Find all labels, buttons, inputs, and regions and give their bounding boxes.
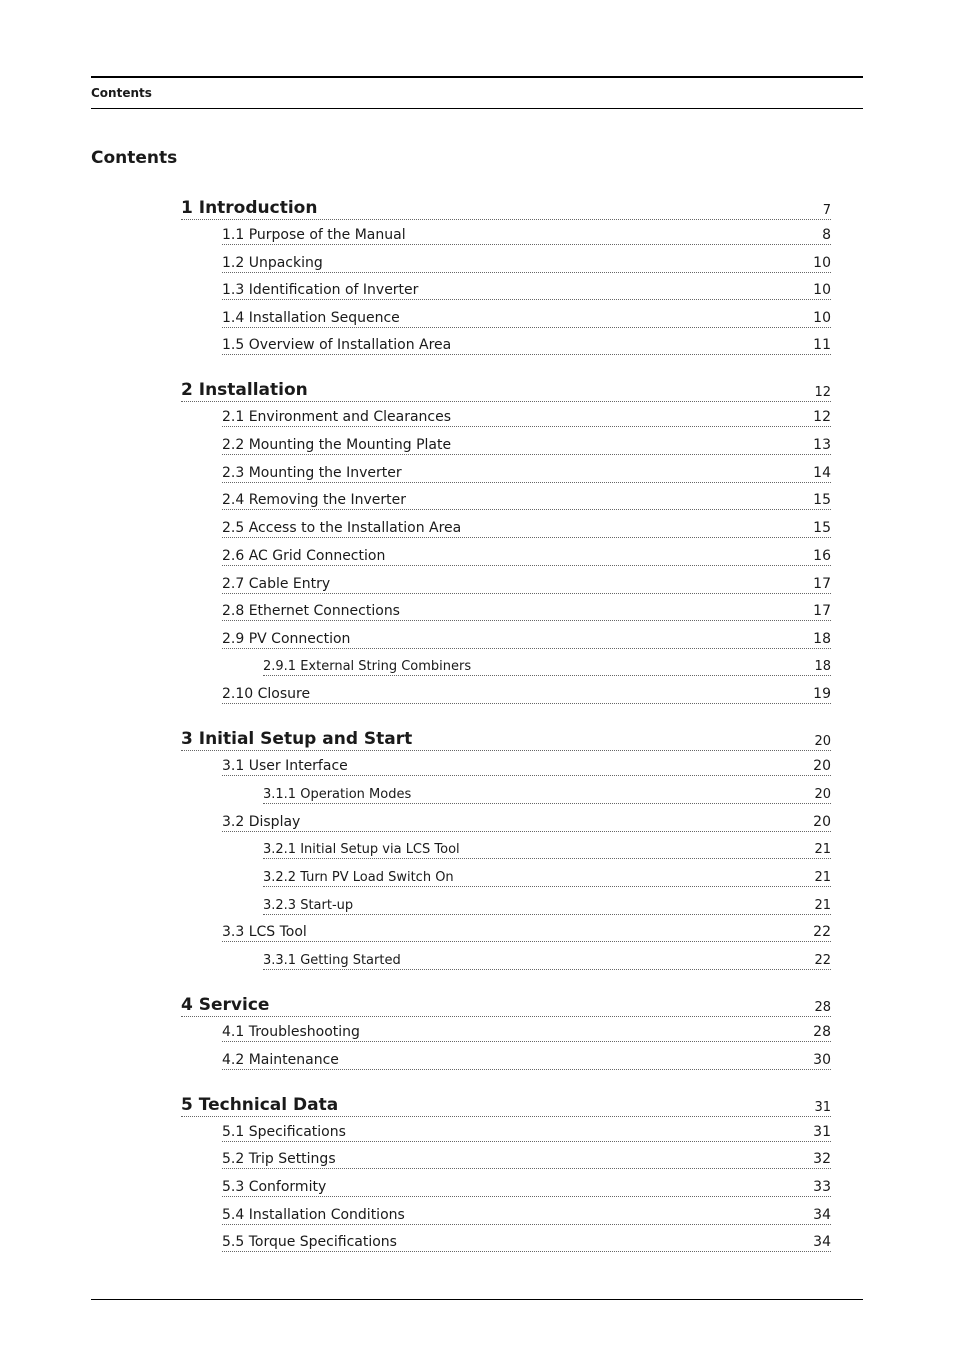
toc-entry-page: 17 bbox=[813, 576, 831, 592]
toc-section[interactable] bbox=[222, 1149, 831, 1169]
toc-section[interactable] bbox=[222, 601, 831, 621]
toc-entry-title: 2 Installation bbox=[181, 380, 308, 400]
toc-entry-title: 2.4 Removing the Inverter bbox=[222, 492, 406, 508]
toc-entry-title: 5 Technical Data bbox=[181, 1095, 339, 1115]
toc-entry-title: 1.5 Overview of Installation Area bbox=[222, 337, 452, 353]
toc-section[interactable] bbox=[222, 1177, 831, 1197]
toc-entry-title: 2.5 Access to the Installation Area bbox=[222, 520, 462, 536]
toc-entry-page: 10 bbox=[813, 310, 831, 326]
toc-entry-title: 2.3 Mounting the Inverter bbox=[222, 465, 402, 481]
toc-entry-title: 2.9 PV Connection bbox=[222, 631, 351, 647]
toc-entry-page: 32 bbox=[813, 1151, 831, 1167]
toc-entry-title: 4 Service bbox=[181, 995, 270, 1015]
toc-entry-title: 5.3 Conformity bbox=[222, 1179, 327, 1195]
toc-entry-title: 4.1 Troubleshooting bbox=[222, 1024, 360, 1040]
toc-entry-page: 30 bbox=[813, 1052, 831, 1068]
toc-entry-title: 2.9.1 External String Combiners bbox=[263, 659, 472, 674]
toc-section[interactable] bbox=[222, 435, 831, 455]
toc-entry-title: 1 Introduction bbox=[181, 198, 318, 218]
toc-entry-title: 3 Initial Setup and Start bbox=[181, 729, 413, 749]
toc-subsection[interactable] bbox=[263, 895, 831, 915]
toc-entry-title: 5.2 Trip Settings bbox=[222, 1151, 336, 1167]
toc-entry-title: 2.1 Environment and Clearances bbox=[222, 409, 452, 425]
toc-entry-page: 31 bbox=[814, 1100, 831, 1115]
toc-chapter[interactable] bbox=[181, 993, 831, 1017]
toc-entry-title: 4.2 Maintenance bbox=[222, 1052, 339, 1068]
toc-section[interactable] bbox=[222, 335, 831, 355]
footer-rule bbox=[91, 1299, 863, 1300]
toc-entry-title: 3.2.3 Start-up bbox=[263, 898, 354, 913]
toc-entry-title: 2.10 Closure bbox=[222, 686, 311, 702]
toc-entry-title: 3.3 LCS Tool bbox=[222, 924, 307, 940]
toc-section[interactable] bbox=[222, 629, 831, 649]
toc-entry-page: 28 bbox=[813, 1024, 831, 1040]
toc-entry-page: 13 bbox=[813, 437, 831, 453]
toc-section[interactable] bbox=[222, 225, 831, 245]
toc-section[interactable] bbox=[222, 756, 831, 776]
toc-entry-title: 2.2 Mounting the Mounting Plate bbox=[222, 437, 452, 453]
toc-entry-page: 20 bbox=[814, 787, 831, 802]
header-rule-top bbox=[91, 76, 863, 78]
toc-entry-page: 12 bbox=[813, 409, 831, 425]
toc-section[interactable] bbox=[222, 490, 831, 510]
toc-entry-page: 20 bbox=[813, 758, 831, 774]
toc-entry-title: 2.7 Cable Entry bbox=[222, 576, 331, 592]
toc-subsection[interactable] bbox=[263, 839, 831, 859]
toc-entry-title: 3.1 User Interface bbox=[222, 758, 348, 774]
toc-entry-page: 17 bbox=[813, 603, 831, 619]
toc-entry-page: 21 bbox=[814, 898, 831, 913]
toc-entry-title: 2.8 Ethernet Connections bbox=[222, 603, 400, 619]
toc-entry-page: 16 bbox=[813, 548, 831, 564]
toc-entry-title: 3.2.2 Turn PV Load Switch On bbox=[263, 870, 454, 885]
toc-section[interactable] bbox=[222, 1232, 831, 1252]
toc-entry-page: 12 bbox=[814, 385, 831, 400]
toc-section[interactable] bbox=[222, 1022, 831, 1042]
toc-entry-page: 20 bbox=[814, 734, 831, 749]
toc-entry-page: 18 bbox=[814, 659, 831, 674]
toc-entry-page: 22 bbox=[814, 953, 831, 968]
toc-entry-page: 21 bbox=[814, 870, 831, 885]
toc-entry-page: 20 bbox=[813, 814, 831, 830]
toc-entry-title: 3.2.1 Initial Setup via LCS Tool bbox=[263, 842, 460, 857]
toc-entry-title: 3.1.1 Operation Modes bbox=[263, 787, 412, 802]
toc-entry-page: 33 bbox=[813, 1179, 831, 1195]
toc-section[interactable] bbox=[222, 574, 831, 594]
toc-entry-title: 1.4 Installation Sequence bbox=[222, 310, 400, 326]
toc-chapter[interactable] bbox=[181, 727, 831, 751]
toc-entry-page: 15 bbox=[813, 520, 831, 536]
toc-entry-page: 8 bbox=[822, 227, 831, 243]
toc-entry-page: 28 bbox=[814, 1000, 831, 1015]
toc-entry-page: 7 bbox=[822, 203, 831, 218]
toc-subsection[interactable] bbox=[263, 950, 831, 970]
page-title: Contents bbox=[91, 148, 178, 168]
toc-section[interactable] bbox=[222, 308, 831, 328]
toc-entry-page: 10 bbox=[813, 255, 831, 271]
toc-section[interactable] bbox=[222, 407, 831, 427]
toc-entry-title: 1.2 Unpacking bbox=[222, 255, 323, 271]
toc-entry-page: 19 bbox=[813, 686, 831, 702]
toc-entry-title: 2.6 AC Grid Connection bbox=[222, 548, 386, 564]
toc-chapter[interactable] bbox=[181, 1093, 831, 1117]
toc-entry-page: 21 bbox=[814, 842, 831, 857]
toc-section[interactable] bbox=[222, 463, 831, 483]
toc-entry-page: 34 bbox=[813, 1234, 831, 1250]
toc-section[interactable] bbox=[222, 812, 831, 832]
toc-section[interactable] bbox=[222, 546, 831, 566]
toc-section[interactable] bbox=[222, 280, 831, 300]
toc-entry-title: 5.4 Installation Conditions bbox=[222, 1207, 405, 1223]
toc-subsection[interactable] bbox=[263, 784, 831, 804]
toc-entry-page: 11 bbox=[813, 337, 831, 353]
toc-entry-page: 34 bbox=[813, 1207, 831, 1223]
toc-entry-title: 5.1 Specifications bbox=[222, 1124, 346, 1140]
toc-subsection[interactable] bbox=[263, 867, 831, 887]
running-header: Contents bbox=[91, 86, 152, 100]
toc-section[interactable] bbox=[222, 684, 831, 704]
toc-entry-title: 3.2 Display bbox=[222, 814, 301, 830]
toc-subsection[interactable] bbox=[263, 656, 831, 676]
toc-chapter[interactable] bbox=[181, 378, 831, 402]
toc-entry-title: 1.1 Purpose of the Manual bbox=[222, 227, 406, 243]
toc-entry-title: 1.3 Identification of Inverter bbox=[222, 282, 419, 298]
toc-section[interactable] bbox=[222, 1050, 831, 1070]
header-rule-bottom bbox=[91, 108, 863, 109]
toc-section[interactable] bbox=[222, 518, 831, 538]
toc-section[interactable] bbox=[222, 1122, 831, 1142]
toc-entry-page: 15 bbox=[813, 492, 831, 508]
toc-entry-page: 18 bbox=[813, 631, 831, 647]
toc-entry-page: 31 bbox=[813, 1124, 831, 1140]
toc-entry-page: 14 bbox=[813, 465, 831, 481]
toc-entry-title: 3.3.1 Getting Started bbox=[263, 953, 401, 968]
toc-entry-page: 22 bbox=[813, 924, 831, 940]
toc-entry-title: 5.5 Torque Specifications bbox=[222, 1234, 397, 1250]
toc-section[interactable] bbox=[222, 922, 831, 942]
toc-section[interactable] bbox=[222, 1205, 831, 1225]
toc-section[interactable] bbox=[222, 253, 831, 273]
toc-chapter[interactable] bbox=[181, 196, 831, 220]
toc-entry-page: 10 bbox=[813, 282, 831, 298]
